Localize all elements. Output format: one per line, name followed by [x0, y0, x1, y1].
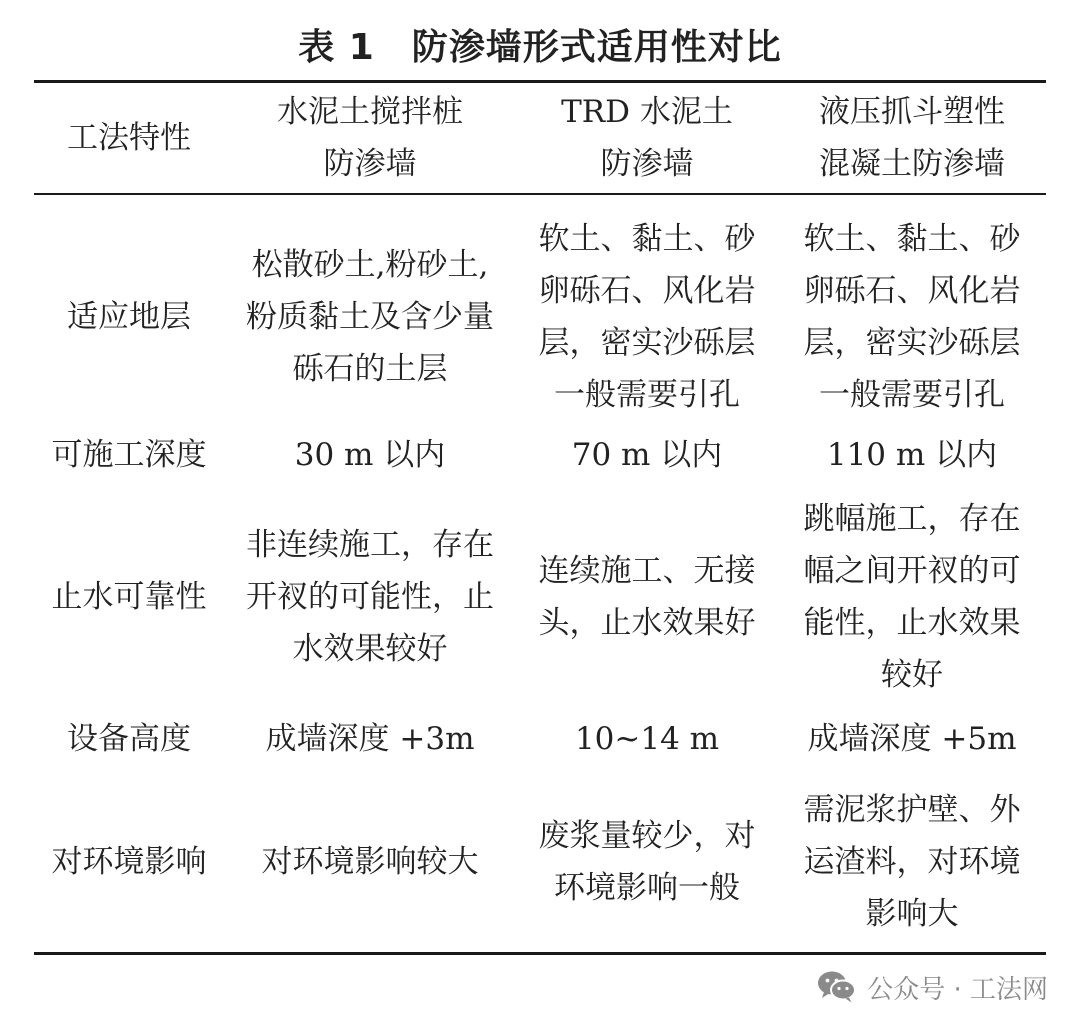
- header-cell-trd: TRD 水泥土 防渗墙: [561, 94, 733, 182]
- row-label: 设备高度: [67, 721, 191, 757]
- table-cell: 软土、黏土、砂 卵砾石、风化岩 层，密实沙砾层 一般需要引孔: [803, 221, 1021, 413]
- table-cell: 软土、黏土、砂 卵砾石、风化岩 层，密实沙砾层 一般需要引孔: [538, 221, 756, 413]
- comparison-table: [34, 83, 1046, 955]
- table-cell: 10~14 m: [574, 721, 720, 757]
- table-row: [34, 209, 1046, 425]
- table-cell: 30 m 以内: [294, 437, 446, 473]
- header-cell-property: 工法特性: [67, 120, 191, 156]
- wechat-icon: [817, 970, 857, 1004]
- row-label: 可施工深度: [51, 437, 207, 473]
- table-cell: 连续施工、无接 头，止水效果好: [538, 553, 756, 641]
- header-cell-hydraulic-grab: 液压抓斗塑性 混凝土防渗墙: [819, 94, 1005, 182]
- table-cell: 松散砂土,粉砂土, 粉质黏土及含少量 砾石的土层: [246, 247, 494, 387]
- table-row: [34, 769, 1046, 955]
- table-cell: 成墙深度 +5m: [807, 721, 1017, 757]
- table-cell: 110 m 以内: [826, 437, 998, 473]
- watermark-text: 公众号 · 工法网: [867, 974, 1048, 1005]
- header-cell-cement-mixing-pile: 水泥土搅拌桩 防渗墙: [277, 94, 463, 182]
- table-cell: 非连续施工，存在 开衩的可能性，止 水效果较好: [246, 527, 494, 667]
- table-cell: 废浆量较少，对 环境影响一般: [538, 818, 756, 906]
- row-label: 对环境影响: [51, 844, 207, 880]
- header-row: [34, 83, 1046, 193]
- table-cell: 成墙深度 +3m: [265, 721, 475, 757]
- table-caption: 表 1 防渗墙形式适用性对比: [298, 27, 782, 68]
- table-cell: 对环境影响较大: [261, 844, 479, 880]
- watermark: [817, 962, 1048, 1012]
- table-cell: 跳幅施工，存在 幅之间开衩的可 能性，止水效果 较好: [803, 501, 1021, 693]
- table-row: [34, 709, 1046, 769]
- row-label: 止水可靠性: [51, 579, 207, 615]
- table-row: [34, 425, 1046, 485]
- table-row: [34, 485, 1046, 709]
- table-cell: 70 m 以内: [571, 437, 723, 473]
- table-cell: 需泥浆护壁、外 运渣料，对环境 影响大: [803, 792, 1021, 932]
- row-label: 适应地层: [67, 299, 191, 335]
